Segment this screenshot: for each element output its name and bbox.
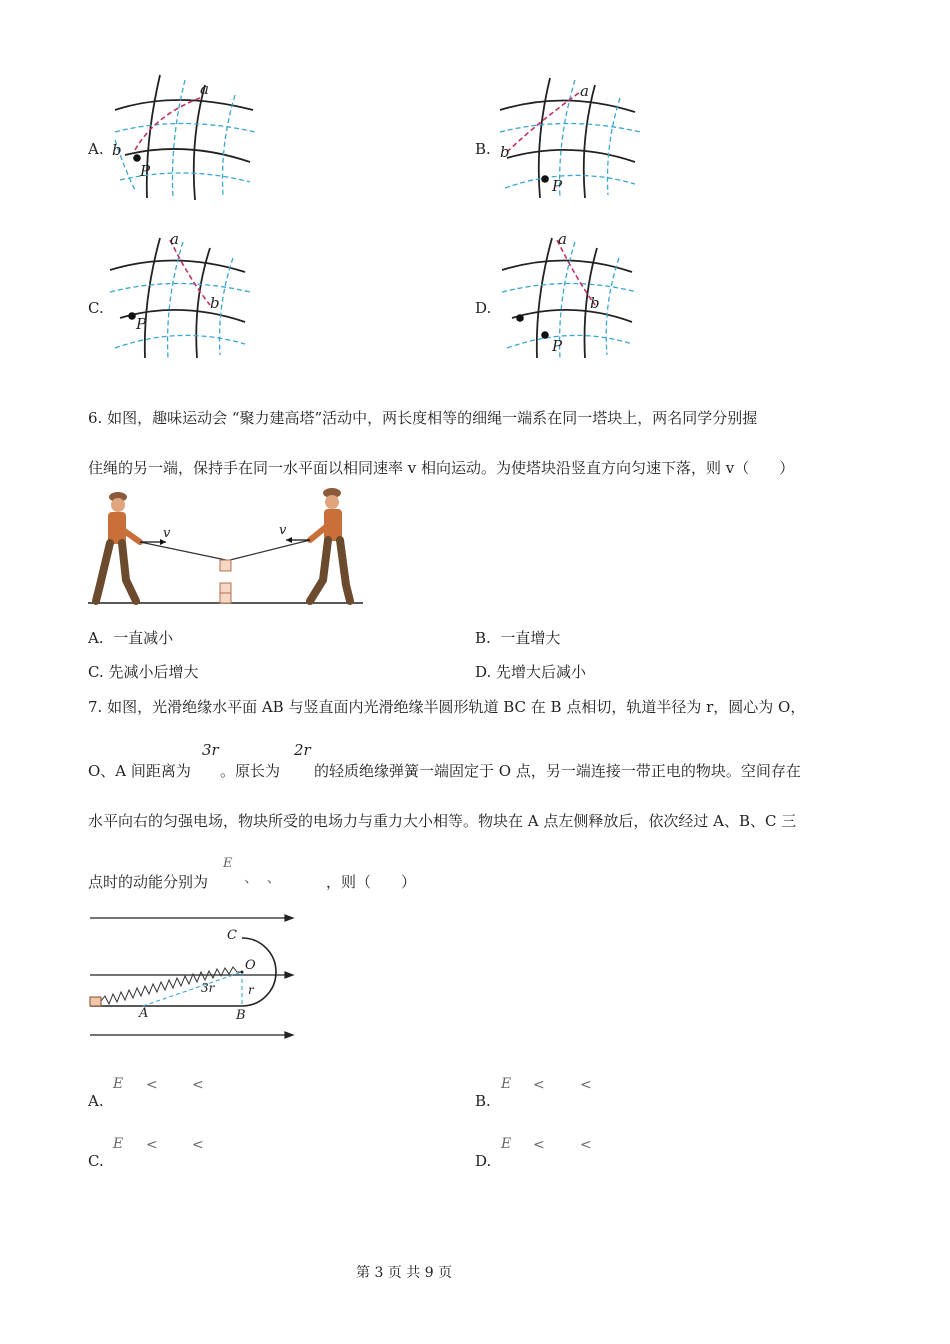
q5b-p-label: P	[552, 177, 563, 195]
q5d-p-label: P	[552, 337, 563, 355]
q6-stem-line2: 住绳的另一端，保持手在同一水平面以相同速率 v 相向运动。为使塔块沿竖直方向匀速下落，则 v（ ）	[88, 459, 795, 477]
q7-option-a-label: A.	[88, 1092, 104, 1110]
q7-option-a-lt1: <	[146, 1077, 158, 1093]
q7-option-d-lt1: <	[533, 1137, 545, 1153]
q6-option-b: B. 一直增大	[475, 629, 561, 647]
q6-option-a: A. 一直减小	[88, 629, 174, 647]
q7-fig-a: A	[139, 1006, 149, 1021]
q5c-p-label: P	[136, 315, 147, 333]
q5-option-d-figure	[497, 230, 657, 365]
q7-fig-r: r	[248, 983, 254, 997]
q7-stem-line4-b: 、 、	[244, 868, 282, 886]
q7-option-d-e: E	[501, 1136, 512, 1152]
q6-v-right: v	[279, 523, 287, 538]
q5b-a-label: a	[580, 82, 589, 100]
q7-option-c-label: C.	[88, 1152, 104, 1170]
q7-option-c-e: E	[113, 1136, 124, 1152]
q6-stem-line1: 6. 如图，趣味运动会 “聚力建高塔”活动中，两长度相等的细绳一端系在同一塔块上，两名同学分别握	[88, 409, 758, 427]
q7-option-b-e: E	[501, 1076, 512, 1092]
q7-option-c-lt1: <	[146, 1137, 158, 1153]
q5-option-c-figure	[105, 230, 265, 365]
q7-fig-c: C	[227, 928, 237, 943]
q7-option-c-lt2: <	[192, 1137, 204, 1153]
q7-figure	[88, 905, 303, 1040]
q5-option-d-label: D.	[475, 299, 492, 317]
q6-v-left: v	[163, 526, 171, 541]
q7-option-d-lt2: <	[580, 1137, 592, 1153]
q7-fig-b: B	[236, 1008, 246, 1023]
q7-stem-line4-c: ，则（ ）	[326, 873, 417, 891]
q7-frac-3r: 3r	[202, 741, 219, 759]
q6-option-c: C. 先减小后增大	[88, 663, 199, 681]
q7-ek-symbol: E	[223, 856, 233, 871]
q7-option-b-lt1: <	[533, 1077, 545, 1093]
q5-option-a-label: A.	[88, 140, 104, 158]
q7-stem-line2-b: 。原长为	[220, 762, 281, 780]
q5d-a-label: a	[558, 230, 567, 248]
q7-option-a-e: E	[113, 1076, 124, 1092]
q7-stem-line2-a: O、A 间距离为	[88, 762, 191, 780]
q5a-a-label: a	[200, 80, 209, 98]
right-person-icon	[310, 488, 350, 601]
q7-stem-line3: 水平向右的匀强电场，物块所受的电场力与重力大小相等。物块在 A 点左侧释放后，依次经过 A、B、C 三	[88, 812, 797, 830]
q7-option-b-lt2: <	[580, 1077, 592, 1093]
q5b-b-label: b	[500, 143, 510, 161]
q7-frac-2r: 2r	[294, 741, 311, 759]
q5-option-b-figure	[495, 70, 655, 205]
q7-stem-line1: 7. 如图，光滑绝缘水平面 AB 与竖直面内光滑绝缘半圆形轨道 BC 在 B 点相切，轨道半径为 r，圆心为 O，	[88, 698, 806, 716]
q7-stem-line4-a: 点时的动能分别为	[88, 873, 209, 891]
q7-option-a-lt2: <	[192, 1077, 204, 1093]
q5c-a-label: a	[170, 230, 179, 248]
q7-fig-3r: 3r	[201, 981, 215, 995]
q5-option-a-figure	[105, 70, 265, 205]
q5c-b-label: b	[210, 294, 220, 312]
left-person-icon	[96, 492, 140, 601]
q6-option-d: D. 先增大后减小	[475, 663, 587, 681]
q6-figure	[88, 485, 363, 610]
q5a-b-label: b	[112, 141, 122, 159]
q7-option-d-label: D.	[475, 1152, 492, 1170]
q5a-p-label: P	[140, 162, 151, 180]
q5-option-b-label: B.	[475, 140, 491, 158]
q7-stem-line2-c: 的轻质绝缘弹簧一端固定于 O 点，另一端连接一带正电的物块。空间存在	[314, 762, 801, 780]
q7-option-b-label: B.	[475, 1092, 491, 1110]
q7-fig-o: O	[245, 958, 256, 973]
page-footer: 第 3 页 共 9 页	[356, 1265, 453, 1281]
q5-option-c-label: C.	[88, 299, 104, 317]
q5d-b-label: b	[590, 294, 600, 312]
